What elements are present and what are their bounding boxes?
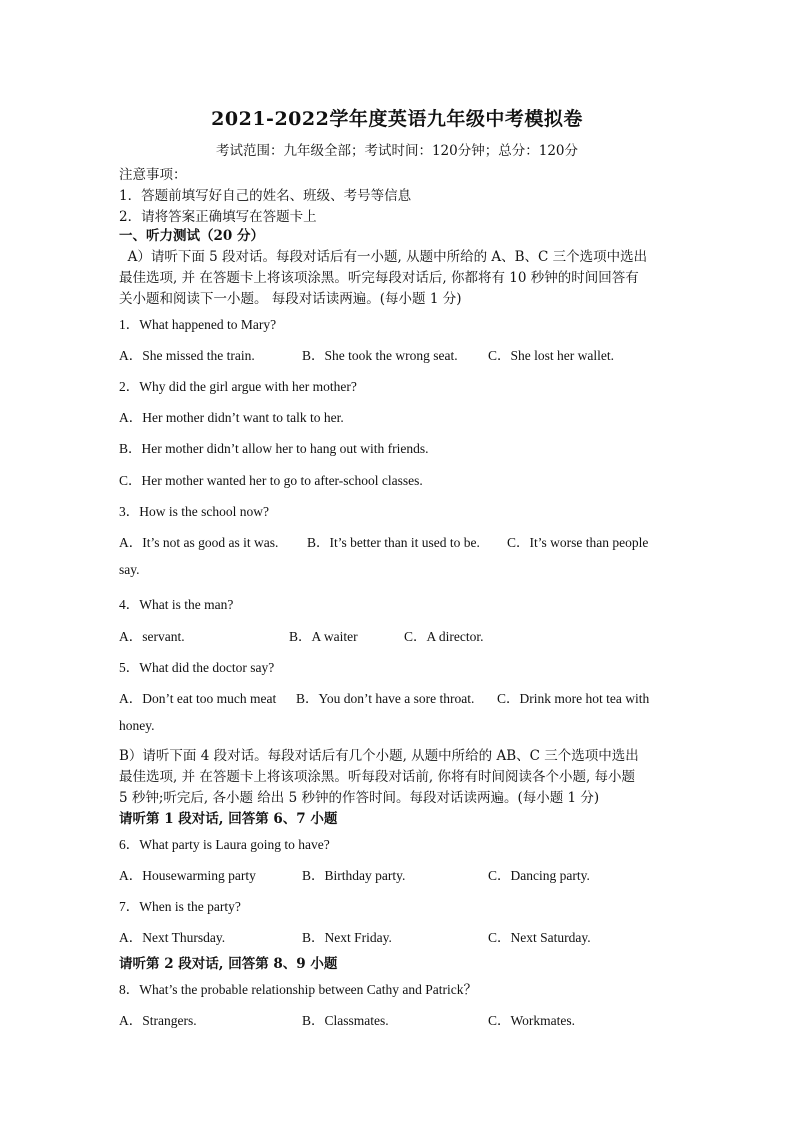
note-item: 2．请将答案正确填写在答题卡上 <box>119 209 317 225</box>
option-b: B．She took the wrong seat. <box>302 348 458 363</box>
option-b: B．Next Friday. <box>302 930 392 945</box>
part-b-instruction: 最佳选项, 并 在答题卡上将该项涂黑。听每段对话前, 你将有时间阅读各个小题, 每小题 <box>119 769 636 785</box>
notes-label: 注意事项： <box>119 167 187 183</box>
question-stem: 7．When is the party? <box>119 899 241 914</box>
part-a-instruction: 关小题和阅读下一小题。 每段对话读两遍。(每小题 1 分) <box>119 291 462 307</box>
segment-heading: 请听第 2 段对话, 回答第 8、9 小题 <box>119 956 338 972</box>
option-c: C．Her mother wanted her to go to after-school classes. <box>119 473 423 488</box>
question-stem: 1．What happened to Mary? <box>119 317 277 332</box>
option-c: C．Next Saturday. <box>488 930 591 945</box>
part-b-instruction: B）请听下面 4 段对话。每段对话后有几个小题, 从题中所给的 AB、C 三个选项中选出 <box>119 748 639 764</box>
question-stem: 4．What is the man? <box>119 597 234 612</box>
page-title: 2021-2022学年度英语九年级中考模拟卷 <box>211 108 583 130</box>
option-c: C．Workmates. <box>488 1013 576 1028</box>
question-stem: 8．What’s the probable relationship between Cathy and Patrick？ <box>119 982 478 997</box>
question-stem: 6．What party is Laura going to have? <box>119 837 330 852</box>
part-a-instruction: A）请听下面 5 段对话。每段对话后有一小题, 从题中所给的 A、B、C 三个选项中选出 <box>119 249 648 265</box>
option-a: A．Housewarming party <box>119 868 256 883</box>
option-c: C．She lost her wallet. <box>488 348 614 363</box>
option-a: A．Don’t eat too much meat <box>119 691 277 706</box>
option-c: C．Dancing party. <box>488 868 590 883</box>
option-b: B．Classmates. <box>302 1013 389 1028</box>
option-c-continued: say. <box>119 562 140 577</box>
note-item: 1．答题前填写好自己的姓名、班级、考号等信息 <box>119 188 412 204</box>
option-a: A．It’s not as good as it was. <box>119 535 279 550</box>
option-a: A．Her mother didn’t want to talk to her. <box>119 410 344 425</box>
exam-info: 考试范围：九年级全部；考试时间：120分钟；总分：120分 <box>215 143 579 159</box>
option-b: B．It’s better than it used to be. <box>307 535 480 550</box>
option-b: B．A waiter <box>289 629 358 644</box>
section-heading: 一、听力测试（20 分） <box>119 228 264 244</box>
question-stem: 2．Why did the girl argue with her mother? <box>119 379 357 394</box>
option-a: A．She missed the train. <box>119 348 255 363</box>
option-a: A．Strangers. <box>119 1013 197 1028</box>
question-stem: 3．How is the school now? <box>119 504 269 519</box>
question-stem: 5．What did the doctor say? <box>119 660 275 675</box>
option-a: A．Next Thursday. <box>119 930 226 945</box>
segment-heading: 请听第 1 段对话, 回答第 6、7 小题 <box>119 811 338 827</box>
option-b: B．You don’t have a sore throat. <box>296 691 475 706</box>
option-b: B．Her mother didn’t allow her to hang out with friends. <box>119 441 429 456</box>
part-b-instruction: 5 秒钟;听完后, 各小题 给出 5 秒钟的作答时间。每段对话读两遍。(每小题 1 分) <box>119 790 600 806</box>
option-c-continued: honey. <box>119 718 155 733</box>
option-c: C．Drink more hot tea with <box>497 691 650 706</box>
option-c: C．It’s worse than people <box>507 535 649 550</box>
option-c: C．A director. <box>404 629 484 644</box>
part-a-instruction: 最佳选项, 并 在答题卡上将该项涂黑。听完每段对话后, 你都将有 10 秒钟的时间回答有 <box>119 270 639 286</box>
option-b: B．Birthday party. <box>302 868 406 883</box>
option-a: A．servant. <box>119 629 185 644</box>
